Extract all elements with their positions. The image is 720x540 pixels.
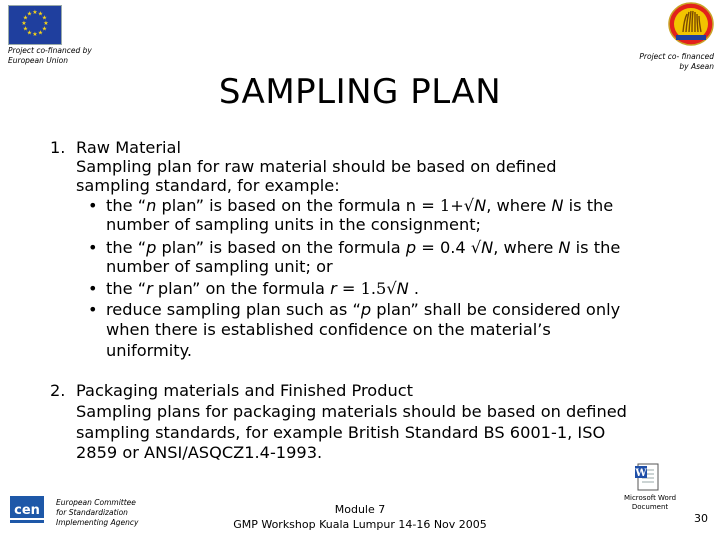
svg-text:★: ★	[26, 10, 33, 18]
svg-text:★: ★	[32, 9, 38, 16]
text-run: N	[551, 196, 564, 215]
svg-text:★: ★	[22, 25, 29, 33]
cen-caption	[56, 498, 166, 528]
text-run: plan” shall be considered only	[371, 300, 621, 319]
bullet-item	[88, 196, 614, 215]
footer-center	[200, 502, 520, 532]
section-body-line: sampling standards, for example British Standard BS 6001-1, ISO	[76, 423, 606, 442]
text-run: plan” is based on the formula n =	[156, 196, 440, 215]
svg-text:★: ★	[32, 31, 38, 38]
bullet-line: uniformity.	[106, 341, 193, 360]
bullet-line: number of sampling units in the consignment;	[106, 215, 482, 234]
word-caption-line: Microsoft Word	[623, 494, 677, 502]
section-number: 1.	[50, 138, 66, 157]
text-run: .	[408, 279, 420, 298]
eu-caption-line: Project co-financed by	[8, 46, 92, 55]
text-run: reduce sampling plan such as “	[106, 300, 361, 319]
word-document-icon[interactable]	[634, 462, 664, 492]
eu-flag-icon	[8, 5, 62, 45]
word-caption-line: Document	[631, 503, 669, 511]
asean-caption	[600, 52, 714, 72]
text-run: , where	[493, 238, 559, 257]
section-heading: Raw Material	[76, 138, 181, 157]
formula-run: 1.5√	[360, 279, 397, 298]
text-run: =	[336, 279, 361, 298]
asean-caption-line: by Asean	[679, 62, 714, 71]
footer-workshop: GMP Workshop Kuala Lumpur 14-16 Nov 2005	[233, 518, 487, 531]
svg-text:★: ★	[43, 20, 49, 27]
formula-run: 1+√	[439, 196, 475, 215]
text-run: the “	[106, 279, 147, 298]
svg-text:★: ★	[41, 25, 48, 33]
text-run: plan” on the formula	[152, 279, 331, 298]
bullet-dot: •	[88, 238, 98, 257]
text-run: p	[405, 238, 417, 257]
text-run: = 0.4 √	[416, 238, 482, 257]
text-run: p	[360, 300, 372, 319]
cen-logo-text: cen	[14, 503, 40, 518]
svg-text:★: ★	[37, 29, 44, 37]
bullet-dot: •	[88, 300, 98, 319]
cen-caption-line: for Standardization	[56, 508, 128, 517]
eu-caption	[8, 46, 108, 66]
text-run: , where	[486, 196, 552, 215]
bullet-item	[88, 300, 621, 319]
asean-caption-line: Project co- financed	[639, 52, 714, 61]
page-number: 30	[694, 512, 708, 525]
page-title: SAMPLING PLAN	[218, 72, 502, 112]
bullet-line: number of sampling unit; or	[106, 257, 333, 276]
text-run: N	[474, 196, 487, 215]
eu-caption-line: European Union	[8, 56, 68, 65]
asean-emblem-icon	[668, 2, 714, 46]
section-heading: Packaging materials and Finished Product	[76, 381, 413, 400]
text-run: p	[146, 238, 157, 257]
bullet-item	[88, 279, 420, 298]
word-caption[interactable]	[612, 494, 688, 512]
text-run: plan” is based on the formula	[156, 238, 406, 257]
text-run: r	[146, 279, 153, 298]
svg-text:★: ★	[37, 10, 44, 18]
cen-caption-line: Implementing Agency	[56, 518, 139, 527]
footer-module: Module 7	[334, 503, 386, 516]
word-icon-letter: W	[635, 468, 647, 479]
svg-text:★: ★	[26, 29, 33, 37]
svg-text:★: ★	[41, 14, 48, 22]
text-run: n	[146, 196, 157, 215]
bullet-item	[88, 238, 621, 257]
section-number: 2.	[50, 381, 66, 400]
cen-logo-icon	[10, 496, 44, 528]
svg-text:★: ★	[21, 20, 27, 27]
text-run: the “	[106, 238, 147, 257]
cen-caption-line: European Committee	[56, 498, 136, 507]
text-run: N	[396, 279, 409, 298]
text-run: is the	[570, 238, 621, 257]
bullet-line: when there is established confidence on the material’s	[106, 320, 551, 339]
section-body-line: 2859 or ANSI/ASQCZ1.4-1993.	[76, 443, 323, 462]
text-run: N	[481, 238, 494, 257]
section-body-line: sampling standard, for example:	[76, 176, 340, 195]
svg-text:★: ★	[22, 14, 29, 22]
text-run: N	[558, 238, 571, 257]
section-body-line: Sampling plans for packaging materials should be based on defined	[76, 402, 627, 421]
bullet-dot: •	[88, 279, 98, 298]
text-run: the “	[106, 196, 147, 215]
text-run: r	[330, 279, 337, 298]
bullet-dot: •	[88, 196, 98, 215]
section-body-line: Sampling plan for raw material should be based on defined	[76, 157, 557, 176]
text-run: is the	[563, 196, 614, 215]
